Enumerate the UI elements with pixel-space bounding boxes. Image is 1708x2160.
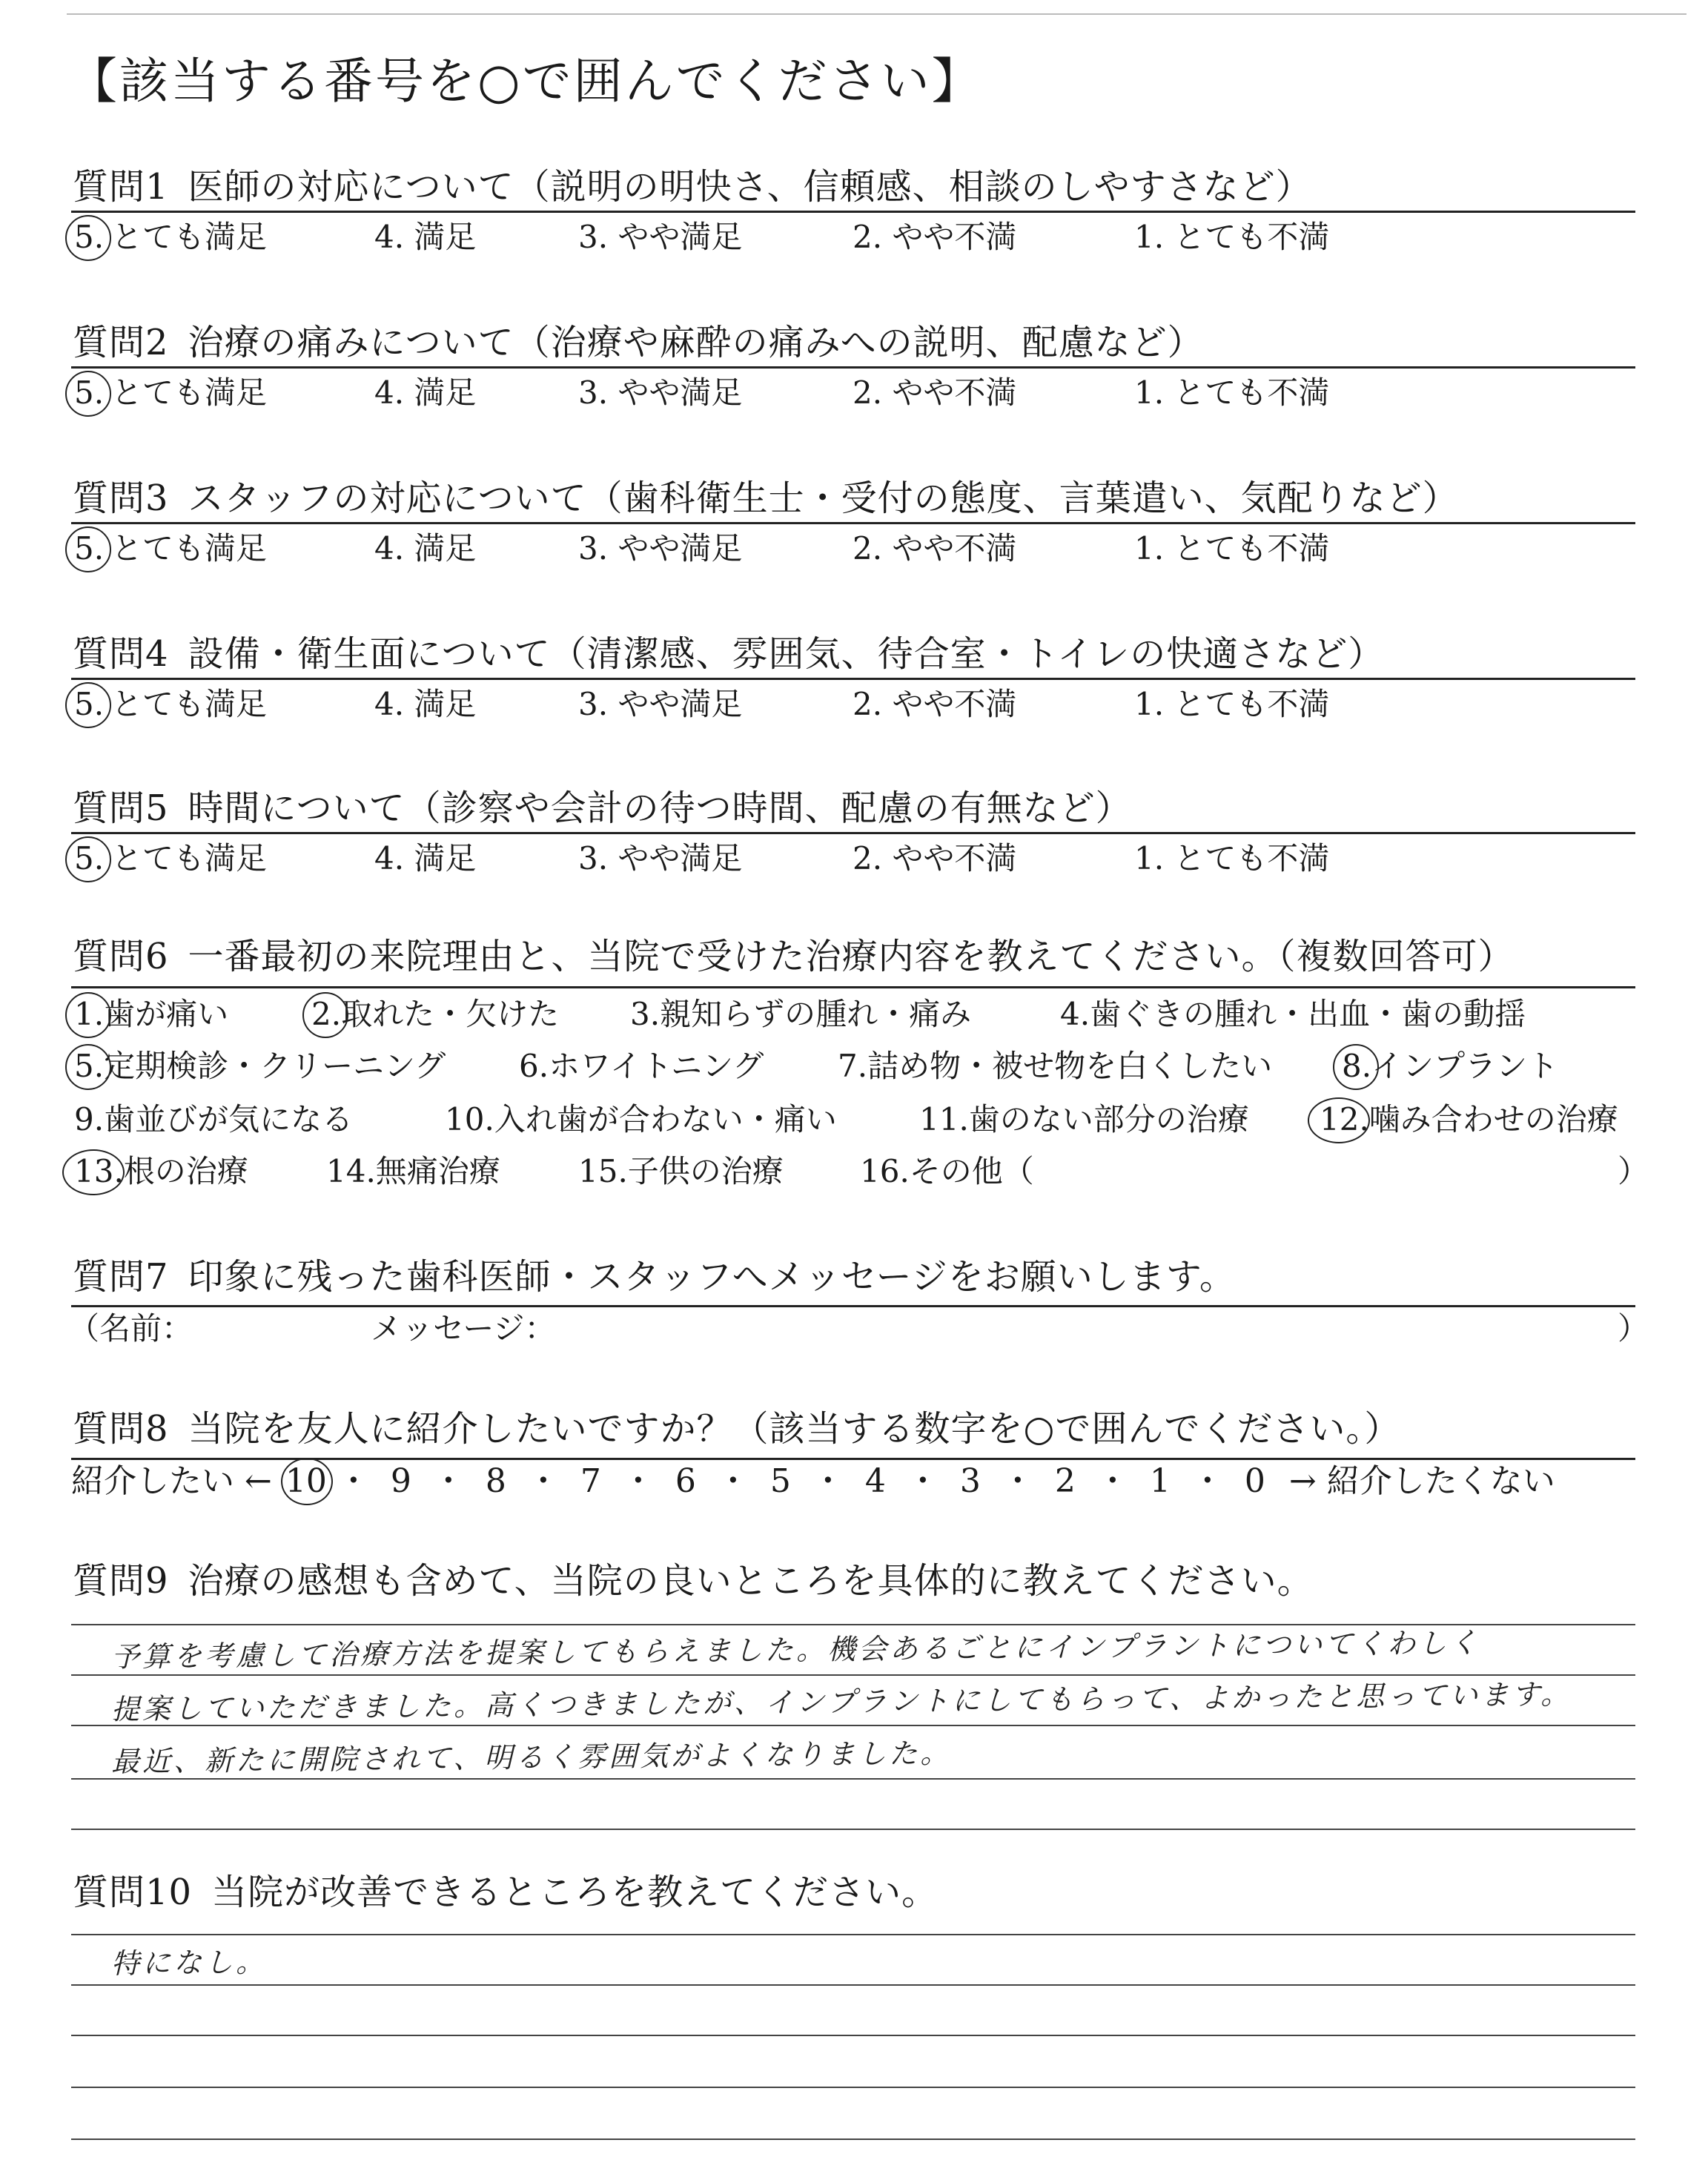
q6-option-11[interactable] — [919, 1099, 1249, 1140]
q2-title — [73, 319, 1204, 366]
q6-option-number — [1060, 994, 1090, 1035]
scale-separator: ・ — [526, 1462, 560, 1500]
scale-value-text: 8 — [485, 1462, 506, 1500]
q4-number: 質問4 — [73, 633, 169, 675]
option-label: 3. やや満足 — [578, 530, 743, 567]
q3-option-5[interactable] — [853, 528, 1016, 569]
q5-number: 質問5 — [73, 787, 169, 829]
q6-option-number — [311, 994, 341, 1035]
q6-option-number-text: 7. — [838, 1048, 868, 1084]
q6-option-number — [74, 1046, 104, 1087]
q5-option-5-number — [74, 838, 104, 879]
q10-answer-line-1: 特になし。 — [110, 1945, 268, 1981]
q7-number: 質問7 — [73, 1256, 169, 1298]
scale-value-4[interactable] — [852, 1461, 899, 1502]
option-label: 1. とても不満 — [1134, 840, 1330, 876]
q6-option-label: 無痛治療 — [375, 1153, 500, 1189]
q2-option-5-number — [74, 372, 104, 414]
selection-circle-mark — [1308, 1097, 1370, 1143]
q9-line-4 — [71, 1778, 1635, 1780]
q8-text: 当院を友人に紹介したいですか？（該当する数字を○で囲んでください。） — [188, 1408, 1401, 1450]
top-border — [67, 13, 1687, 15]
q2-text: 治療の痛みについて（治療や麻酔の痛みへの説明、配慮など） — [188, 322, 1204, 363]
scale-separator: ・ — [1096, 1462, 1129, 1500]
q5-title — [73, 785, 1132, 832]
q6-option-4[interactable] — [1060, 994, 1526, 1035]
scale-separator: ・ — [716, 1462, 749, 1500]
scale-value-text: 6 — [675, 1462, 696, 1500]
q1-number: 質問1 — [73, 166, 169, 208]
option-label: 2. やや不満 — [853, 374, 1017, 411]
q6-option-number — [578, 1151, 628, 1192]
q4-text: 設備・衛生面について（清潔感、雰囲気、待合室・トイレの快適さなど） — [188, 633, 1385, 675]
scale-value-text: 0 — [1244, 1462, 1265, 1500]
q4-option-5-number — [74, 684, 104, 725]
q6-option-number — [519, 1046, 549, 1087]
q6-option-number — [919, 1099, 969, 1140]
option-label: 2. やや不満 — [853, 530, 1017, 567]
q3-text: スタッフの対応について（歯科衛生士・受付の態度、言葉遣い、気配りなど） — [188, 478, 1459, 519]
q6-option-label: 定期検診・クリーニング — [104, 1048, 446, 1084]
q3-title — [73, 475, 1459, 522]
option-label: 3. やや満足 — [578, 840, 743, 876]
scale-value-10[interactable] — [282, 1461, 330, 1502]
q6-option-number-text: 10. — [445, 1101, 494, 1137]
q6-option-6[interactable] — [519, 1046, 764, 1087]
selection-circle-mark — [62, 1149, 125, 1195]
q8-scale — [282, 1462, 1279, 1500]
q3-option-3[interactable] — [374, 528, 476, 569]
q9-answer-line-1: 予算を考慮して治療方法を提案してもらえました。機会あるごとにインプラントについてくわしく — [110, 1626, 1481, 1674]
q6-option-1[interactable] — [74, 994, 228, 1035]
q1-option-4[interactable] — [578, 217, 742, 258]
q6-option-14[interactable] — [326, 1151, 500, 1192]
q9-line-5 — [71, 1829, 1635, 1830]
q3-option-4[interactable] — [578, 528, 742, 569]
q3-number: 質問3 — [73, 478, 169, 519]
q6-option-number-text: 6. — [519, 1048, 549, 1084]
q3-option-2[interactable] — [111, 528, 267, 569]
q10-text: 当院が改善できるところを教えてください。 — [211, 1872, 939, 1913]
q6-option-label: 子供の治療 — [627, 1153, 784, 1189]
q6-option-5[interactable] — [74, 1046, 446, 1087]
scale-value-text: 7 — [580, 1462, 601, 1500]
q6-option-2[interactable] — [311, 994, 559, 1035]
q5-option-1[interactable] — [74, 838, 104, 879]
q6-close-paren: ） — [1618, 1153, 1649, 1189]
q6-option-number-text: 16. — [860, 1153, 910, 1189]
q1-option-2[interactable] — [111, 217, 267, 258]
q5-option-3[interactable] — [374, 838, 476, 879]
q6-option-number — [74, 994, 104, 1035]
q1-option-5-number — [74, 217, 104, 258]
q7-name-label: （名前： — [68, 1310, 193, 1347]
option-number-label: 5. — [74, 374, 105, 411]
q6-option-number-text: 1. — [74, 996, 105, 1032]
q6-text: 一番最初の来院理由と、当院で受けた治療内容を教えてください。（複数回答可） — [188, 936, 1515, 977]
selection-circle-mark — [65, 371, 111, 417]
q6-option-number-text: 12. — [1320, 1101, 1369, 1137]
q8-right-label: → 紹介したくない — [1288, 1462, 1555, 1500]
selection-circle-mark — [65, 836, 111, 882]
option-label: 1. とても不満 — [1134, 219, 1330, 255]
q4-option-5[interactable] — [853, 684, 1016, 725]
q6-option-number-text: 2. — [311, 996, 342, 1032]
option-label: 1. とても不満 — [1134, 530, 1330, 567]
q1-option-6[interactable] — [1134, 217, 1329, 258]
scale-value-text: 5 — [769, 1462, 791, 1500]
q1-option-5[interactable] — [853, 217, 1016, 258]
scale-value-text: 2 — [1054, 1462, 1076, 1500]
q4-option-4[interactable] — [578, 684, 742, 725]
q1-rule — [71, 211, 1635, 213]
q6-option-number — [630, 994, 660, 1035]
scale-value-5[interactable] — [757, 1461, 804, 1502]
q9-title — [73, 1557, 1314, 1605]
scale-separator: ・ — [621, 1462, 655, 1500]
selection-circle-mark — [1333, 1044, 1379, 1090]
q10-line-5 — [71, 2138, 1635, 2140]
q3-option-1[interactable] — [74, 528, 104, 569]
q6-option-number-text: 5. — [74, 1048, 105, 1084]
q9-number: 質問9 — [73, 1560, 169, 1602]
option-label: とても満足 — [111, 374, 268, 411]
q6-option-10[interactable] — [445, 1099, 837, 1140]
q2-option-1[interactable] — [74, 372, 104, 414]
q4-option-1[interactable] — [74, 684, 104, 725]
scale-value-7[interactable] — [567, 1461, 615, 1502]
q10-line-2 — [71, 1984, 1635, 1986]
scale-separator: ・ — [906, 1462, 939, 1500]
scale-value-2[interactable] — [1042, 1461, 1089, 1502]
selection-circle-mark — [65, 526, 111, 572]
option-label: とても満足 — [111, 219, 268, 255]
option-label: 2. やや不満 — [853, 840, 1017, 876]
q9-text: 治療の感想も含めて、当院の良いところを具体的に教えてください。 — [188, 1560, 1314, 1602]
scale-value-0[interactable] — [1231, 1461, 1279, 1502]
q7-text: 印象に残った歯科医師・スタッフへメッセージをお願いします。 — [188, 1256, 1236, 1298]
q4-title — [73, 630, 1384, 678]
q6-option-number — [74, 1151, 124, 1192]
q1-option-3[interactable] — [374, 217, 476, 258]
scale-value-8[interactable] — [472, 1461, 520, 1502]
q6-option-label: 歯が痛い — [104, 996, 229, 1032]
q6-option-number-text: 3. — [630, 996, 661, 1032]
option-label: とても満足 — [111, 530, 268, 567]
q6-option-label: 詰め物・被せ物を白くしたい — [867, 1048, 1273, 1084]
q8-left-label: 紹介したい ← — [71, 1462, 272, 1500]
scale-value-text: 3 — [959, 1462, 981, 1500]
q6-option-number-text: 14. — [326, 1153, 376, 1189]
q3-option-5-number — [74, 528, 104, 569]
selection-circle-mark — [65, 1044, 111, 1090]
q4-rule — [71, 678, 1635, 680]
option-label: 2. やや不満 — [853, 219, 1017, 255]
q6-title — [73, 933, 1515, 980]
q5-option-4[interactable] — [578, 838, 742, 879]
q9-line-2 — [71, 1674, 1635, 1676]
q5-text: 時間について（診察や会計の待つ時間、配慮の有無など） — [188, 787, 1132, 829]
q5-option-5[interactable] — [853, 838, 1016, 879]
q10-line-4 — [71, 2087, 1635, 2088]
q6-rule — [71, 986, 1635, 988]
q6-option-number-text: 11. — [919, 1101, 969, 1137]
q6-option-15[interactable] — [578, 1151, 784, 1192]
q1-option-1[interactable] — [74, 217, 104, 258]
q6-option-8[interactable] — [1342, 1046, 1558, 1087]
option-number-label: 5. — [74, 686, 105, 722]
q6-option-label: 取れた・欠けた — [341, 996, 560, 1032]
q6-option-number — [74, 1099, 104, 1140]
option-label: とても満足 — [111, 840, 268, 876]
q6-option-label: 噛み合わせの治療 — [1368, 1101, 1618, 1137]
scale-separator: ・ — [337, 1462, 370, 1500]
q8-title — [73, 1405, 1400, 1453]
q4-option-3[interactable] — [374, 684, 476, 725]
q6-option-number — [326, 1151, 376, 1192]
scale-separator: ・ — [431, 1462, 465, 1500]
q2-option-5[interactable] — [853, 372, 1016, 414]
option-label: 1. とても不満 — [1134, 374, 1330, 411]
q6-option-number — [1342, 1046, 1371, 1087]
q2-option-4[interactable] — [578, 372, 742, 414]
q7-close-paren: ） — [1618, 1310, 1649, 1347]
option-label: 3. やや満足 — [578, 686, 743, 722]
q6-option-3[interactable] — [630, 994, 971, 1035]
option-label: 2. やや不満 — [853, 686, 1017, 722]
q6-option-label: 歯のない部分の治療 — [968, 1101, 1249, 1137]
option-label: とても満足 — [111, 686, 268, 722]
q7-rule — [71, 1305, 1635, 1307]
q6-option-label: 根の治療 — [123, 1153, 248, 1189]
q1-title — [73, 163, 1312, 211]
option-label: 4. 満足 — [374, 530, 477, 567]
q6-option-number-text: 8. — [1342, 1048, 1372, 1084]
q5-option-2[interactable] — [111, 838, 267, 879]
q3-rule — [71, 522, 1635, 524]
q2-option-2[interactable] — [111, 372, 267, 414]
option-label: 4. 満足 — [374, 374, 477, 411]
q9-answer-line-3: 最近、新たに開院されて、明るく雰囲気がよくなりました。 — [110, 1737, 952, 1778]
q6-option-label: その他（ — [909, 1153, 1034, 1189]
q9-answer-line-2: 提案していただきました。高くつきましたが、インプラントにしてもらって、よかったと思っています。 — [110, 1677, 1572, 1726]
q6-option-16[interactable] — [860, 1151, 1034, 1192]
q5-option-6[interactable] — [1134, 838, 1329, 879]
scale-separator: ・ — [811, 1462, 844, 1500]
q6-option-label: 歯ぐきの腫れ・出血・歯の動揺 — [1090, 996, 1526, 1032]
q4-option-6[interactable] — [1134, 684, 1329, 725]
option-label: 4. 満足 — [374, 686, 477, 722]
scale-value-text: 1 — [1149, 1462, 1171, 1500]
scale-separator: ・ — [1191, 1462, 1224, 1500]
q6-option-number-text: 9. — [74, 1101, 105, 1137]
option-number-label: 5. — [74, 840, 105, 876]
q6-option-label: 歯並びが気になる — [104, 1101, 354, 1137]
q10-number: 質問10 — [73, 1872, 193, 1913]
q6-option-number-text: 13. — [74, 1153, 124, 1189]
page-title: 【該当する番号を○で囲んでください】 — [68, 53, 983, 110]
q8-number: 質問8 — [73, 1408, 169, 1450]
q2-rule — [71, 366, 1635, 369]
selection-circle-mark — [65, 215, 111, 261]
q8-scale-row — [71, 1461, 1555, 1502]
option-label: 3. やや満足 — [578, 374, 743, 411]
q2-option-6[interactable] — [1134, 372, 1329, 414]
scale-value-1[interactable] — [1136, 1461, 1184, 1502]
scale-value-9[interactable] — [377, 1461, 425, 1502]
q6-option-label: 入れ歯が合わない・痛い — [494, 1101, 837, 1137]
q6-option-label: インプラント — [1371, 1048, 1559, 1084]
q6-option-number-text: 15. — [578, 1153, 628, 1189]
q2-option-3[interactable] — [374, 372, 476, 414]
q2-number: 質問2 — [73, 322, 169, 363]
q6-option-number-text: 4. — [1060, 996, 1090, 1032]
scale-value-text: 9 — [390, 1462, 411, 1500]
q5-rule — [71, 832, 1635, 834]
q6-option-number — [445, 1099, 494, 1140]
q6-option-9[interactable] — [74, 1099, 353, 1140]
q3-option-6[interactable] — [1134, 528, 1329, 569]
q10-line-1 — [71, 1934, 1635, 1935]
selection-circle-mark — [281, 1458, 333, 1505]
scale-value-text: 4 — [864, 1462, 886, 1500]
selection-circle-mark — [65, 992, 111, 1038]
q6-option-label: ホワイトニング — [549, 1048, 764, 1084]
scale-value-3[interactable] — [947, 1461, 994, 1502]
option-label: 3. やや満足 — [578, 219, 743, 255]
q6-option-number — [838, 1046, 867, 1087]
scale-value-6[interactable] — [662, 1461, 709, 1502]
q1-text: 医師の対応について（説明の明快さ、信頼感、相談のしやすさなど） — [188, 166, 1312, 208]
q4-option-2[interactable] — [111, 684, 267, 725]
q6-option-number — [860, 1151, 910, 1192]
q10-title — [73, 1869, 938, 1916]
selection-circle-mark — [65, 682, 111, 728]
selection-circle-mark — [302, 992, 348, 1038]
q6-option-13[interactable] — [74, 1151, 248, 1192]
q6-option-12[interactable] — [1320, 1099, 1618, 1140]
option-label: 4. 満足 — [374, 219, 477, 255]
q10-line-3 — [71, 2035, 1635, 2036]
q7-message-label: メッセージ： — [371, 1310, 556, 1347]
q6-option-label: 親知らずの腫れ・痛み — [660, 996, 972, 1032]
option-number-label: 5. — [74, 530, 105, 567]
scale-value-text: 10 — [285, 1462, 327, 1500]
option-label: 1. とても不満 — [1134, 686, 1330, 722]
q6-number: 質問6 — [73, 936, 169, 977]
option-label: 4. 満足 — [374, 840, 477, 876]
option-number-label: 5. — [74, 219, 105, 255]
q6-option-7[interactable] — [838, 1046, 1272, 1087]
scale-separator: ・ — [1001, 1462, 1034, 1500]
q6-option-number — [1320, 1099, 1369, 1140]
q7-title — [73, 1253, 1236, 1301]
